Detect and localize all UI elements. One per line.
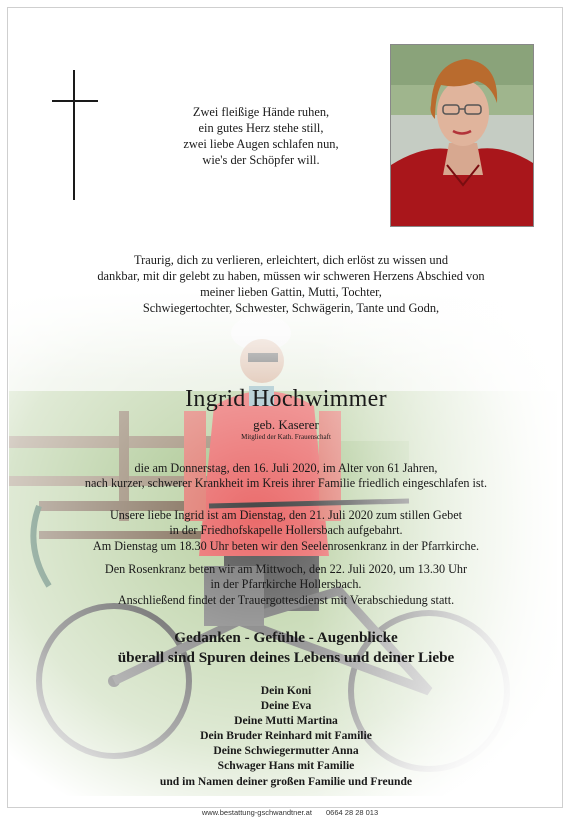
birth-name: geb. Kaserer (253, 417, 319, 432)
intro-text (61, 252, 521, 316)
poem-line: wie's der Schöpfer will. (202, 153, 320, 167)
poem-line: ein gutes Herz stehe still, (198, 121, 324, 135)
poem-line: zwei liebe Augen schlafen nun, (183, 137, 339, 151)
mourner: Schwager Hans mit Familie (217, 759, 355, 773)
funeral-line: Den Rosenkranz beten wir am Mittwoch, den 22. Juli 2020, um 13.30 Uhr (104, 562, 468, 576)
membership: Mitglied der Kath. Frauenschaft (241, 433, 331, 441)
wake-line: in der Friedhofskapelle Hollersbach aufgebahrt. (169, 523, 403, 538)
mourner: Deine Mutti Martina (234, 714, 338, 728)
website-link[interactable]: www.bestattung-gschwandtner.at (201, 808, 312, 817)
death-line: nach kurzer, schwerer Krankheit im Kreis ihrer Familie friedlich eingeschlafen ist. (84, 476, 488, 491)
quote (61, 628, 511, 668)
wake-info (41, 508, 531, 554)
poem (141, 104, 381, 168)
phone-number: 0664 28 28 013 (326, 808, 379, 817)
quote-line: überall sind Spuren deines Lebens und deiner Liebe (117, 649, 455, 666)
footer (140, 808, 440, 817)
mourners-list (61, 683, 511, 789)
mourner: Deine Eva (260, 699, 312, 713)
funeral-line: in der Pfarrkirche Hollersbach. (210, 577, 362, 592)
portrait-photo (390, 44, 534, 227)
mourner: Dein Bruder Reinhard mit Familie (200, 729, 372, 743)
deceased-name: Ingrid Hochwimmer (185, 386, 387, 412)
mourner: Deine Schwiegermutter Anna (213, 744, 359, 758)
funeral-info (41, 562, 531, 608)
mourner: und im Namen deiner großen Familie und Freunde (159, 774, 413, 788)
parte-card (7, 7, 563, 808)
poem-line: Zwei fleißige Hände ruhen, (192, 105, 330, 119)
quote-line: Gedanken - Gefühle - Augenblicke (174, 629, 398, 646)
death-announcement (41, 461, 531, 492)
intro-line: Traurig, dich zu verlieren, erleichtert, dich erlöst zu wissen und (133, 253, 449, 267)
wake-line: Am Dienstag um 18.30 Uhr beten wir den Seelenrosenkranz in der Pfarrkirche. (92, 538, 480, 553)
cross-icon (52, 70, 98, 200)
funeral-line: Anschließend findet der Trauergottesdienst mit Verabschiedung statt. (117, 592, 455, 607)
death-line: die am Donnerstag, den 16. Juli 2020, im Alter von 61 Jahren, (134, 461, 438, 475)
intro-line: meiner lieben Gattin, Mutti, Tochter, (200, 285, 382, 299)
intro-line: Schwiegertochter, Schwester, Schwägerin, Tante und Godn, (142, 301, 440, 315)
mourner: Dein Koni (260, 684, 312, 697)
wake-line: Unsere liebe Ingrid ist am Dienstag, den 21. Juli 2020 zum stillen Gebet (109, 508, 462, 522)
intro-line: dankbar, mit dir gelebt zu haben, müssen wir schweren Herzens Abschied von (97, 269, 485, 283)
